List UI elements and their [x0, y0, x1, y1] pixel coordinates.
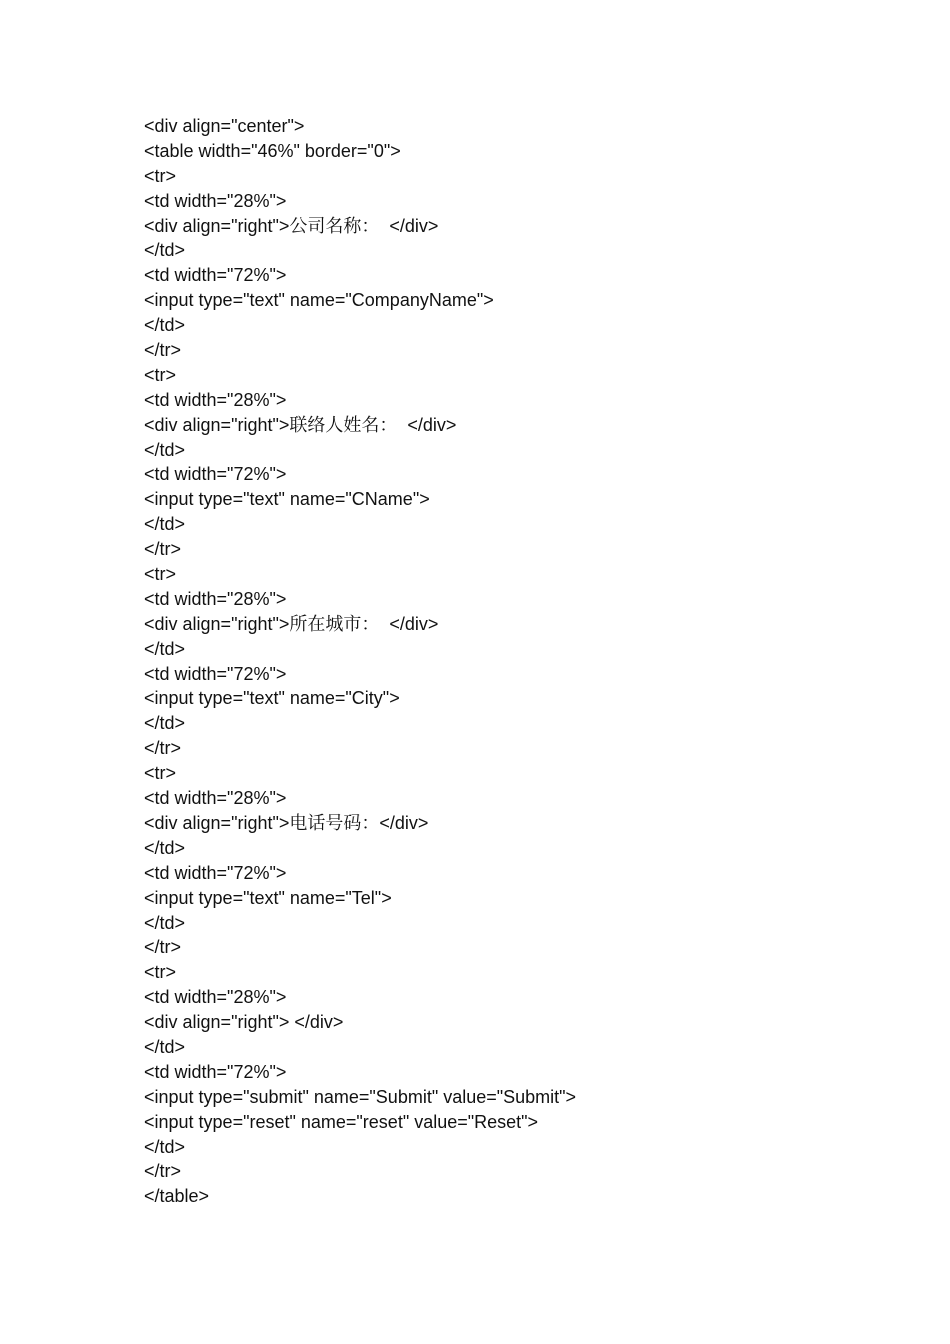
code-line: <tr>: [144, 564, 177, 585]
code-line: </table>: [144, 1186, 210, 1207]
code-line: <tr>: [144, 763, 177, 784]
code-line: <td width="72%">: [144, 464, 287, 485]
code-line: </td>: [144, 1136, 186, 1157]
code-line: </tr>: [144, 340, 182, 361]
code-line: </tr>: [144, 539, 182, 560]
code-line: </td>: [144, 713, 186, 734]
html-code-listing: [144, 114, 576, 1209]
code-line: <input type="text" name="CompanyName">: [144, 290, 494, 311]
code-line: <div align="center">: [144, 116, 305, 136]
code-line: </td>: [144, 514, 186, 535]
code-line: </td>: [144, 240, 186, 261]
code-line: <div align="right"> </div>: [144, 1012, 344, 1033]
code-line: <tr>: [144, 364, 177, 385]
code-line: <div align="right">联络人姓名： </div>: [144, 414, 457, 435]
code-line: </td>: [144, 315, 186, 336]
code-line: </td>: [144, 439, 186, 460]
code-line: <td width="72%">: [144, 265, 287, 286]
code-line: </td>: [144, 638, 186, 659]
code-line: <td width="72%">: [144, 663, 287, 684]
code-line: <input type="reset" name="reset" value="Reset">: [144, 1111, 539, 1132]
code-line: <tr>: [144, 962, 177, 983]
code-line: <td width="28%">: [144, 987, 287, 1008]
code-line: </tr>: [144, 738, 182, 759]
code-line: </tr>: [144, 1161, 182, 1182]
code-line: </tr>: [144, 937, 182, 958]
code-line: </td>: [144, 837, 186, 858]
code-line: <td width="28%">: [144, 190, 287, 211]
code-line: <td width="72%">: [144, 862, 287, 883]
code-line: <input type="text" name="CName">: [144, 489, 430, 510]
code-line: </td>: [144, 1036, 186, 1057]
code-line: <td width="28%">: [144, 389, 287, 410]
code-line: <div align="right">公司名称： </div>: [144, 215, 439, 236]
code-line: <input type="submit" name="Submit" value="Submit">: [144, 1086, 577, 1107]
code-line: <table width="46%" border="0">: [144, 140, 401, 161]
code-line: <td width="72%">: [144, 1061, 287, 1082]
code-line: <td width="28%">: [144, 588, 287, 609]
code-line: </td>: [144, 912, 186, 933]
code-line: <div align="right">所在城市： </div>: [144, 613, 439, 634]
code-line: <input type="text" name="City">: [144, 688, 400, 709]
code-line: <td width="28%">: [144, 788, 287, 809]
code-line: <tr>: [144, 165, 177, 186]
code-line: <div align="right">电话号码：</div>: [144, 812, 429, 833]
code-line: <input type="text" name="Tel">: [144, 887, 392, 908]
